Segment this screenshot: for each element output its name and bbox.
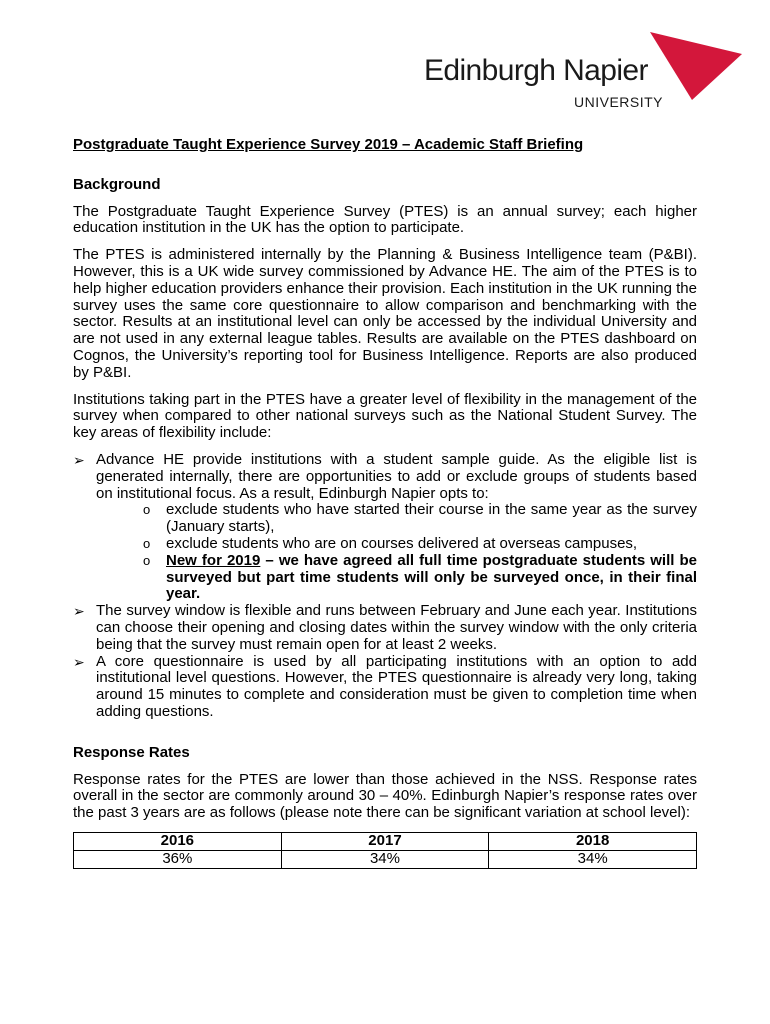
logo-university: UNIVERSITY [574,94,664,110]
circle-bullet-icon: o [143,502,151,518]
flexibility-list [73,452,697,721]
list-item [73,452,697,603]
rate-2016: 36% [74,850,282,868]
table-header-row [74,832,697,850]
arrow-bullet-icon: ➢ [73,451,85,468]
list-item [143,502,697,536]
new-for-2019-text: – we have agreed all full time postgraduate students will be surveyed but part time students will only be surveyed once, in their final year. [166,551,697,603]
list-item [73,654,697,721]
sample-options-list [96,502,697,603]
new-for-2019-label: New for 2019 [166,551,261,569]
bullet-text: A core questionnaire is used by all participating institutions with an option to add institutional level questions. However, the PTES questionnaire is already very long, taking around 15 minutes to complete and consideration must be given to completion time when adding questions. [96,652,697,720]
response-rates-paragraph: Response rates for the PTES are lower than those achieved in the NSS. Response rates overall in the sector are commonly around 30 – 40%. Edinburgh Napier’s response rates over the past 3 years are as follows (please note there can be significant variation at school level): [73,770,697,822]
response-rates-table [73,832,697,869]
circle-bullet-icon: o [143,552,151,568]
header-2017: 2017 [281,832,489,850]
background-heading: Background [73,175,161,193]
rate-2017: 34% [281,850,489,868]
background-paragraph-1: The Postgraduate Taught Experience Survey (PTES) is an annual survey; each higher education institution in the UK has the option to participate. [73,202,697,237]
table-row [74,850,697,868]
response-rates-heading: Response Rates [73,743,190,761]
arrow-bullet-icon: ➢ [73,653,85,670]
header-2016: 2016 [74,832,282,850]
bullet-text: Advance HE provide institutions with a student sample guide. As the eligible list is generated internally, there are opportunities to add or exclude groups of students based on institutional focus. As a result, Edinburgh Napier opts to: [96,450,697,502]
sub-bullet-text: exclude students who have started their course in the same year as the survey (January starts), [166,501,697,536]
list-item [143,553,697,603]
list-item [143,536,697,553]
bullet-text: The survey window is flexible and runs between February and June each year. Institutions can choose their opening and closing dates within the survey window with the only criteria being that the survey must remain open for at least 2 weeks. [96,602,697,653]
sub-bullet-text: exclude students who are on courses delivered at overseas campuses, [166,534,638,552]
background-paragraph-3: Institutions taking part in the PTES have a greater level of flexibility in the management of the survey when compared to other national surveys such as the National Student Survey. The key areas of flexibility include: [73,390,697,442]
header-2018: 2018 [489,832,697,850]
circle-bullet-icon: o [143,535,151,551]
university-logo [424,30,744,114]
background-paragraph-2: The PTES is administered internally by the Planning & Business Intelligence team (P&BI). However, this is a UK wide survey commissioned by Advance HE. The aim of the PTES is to help higher education providers enhance their provision. Each institution in the UK running the survey uses the same core questionnaire to allow comparison and benchmarking with the sector. Results at an institutional level can only be accessed by the individual University and are not used in any external league tables. Results are available on the PTES dashboard on Cognos, the University’s reporting tool for Business Intelligence. Reports are also produced by P&BI. [73,246,697,381]
arrow-bullet-icon: ➢ [73,603,85,620]
logo-triangle-icon [648,30,744,102]
document-title: Postgraduate Taught Experience Survey 2019 – Academic Staff Briefing [73,136,584,153]
rate-2018: 34% [489,850,697,868]
logo-name: Edinburgh Napier [424,54,648,87]
list-item [73,603,697,653]
document-body [73,137,697,869]
